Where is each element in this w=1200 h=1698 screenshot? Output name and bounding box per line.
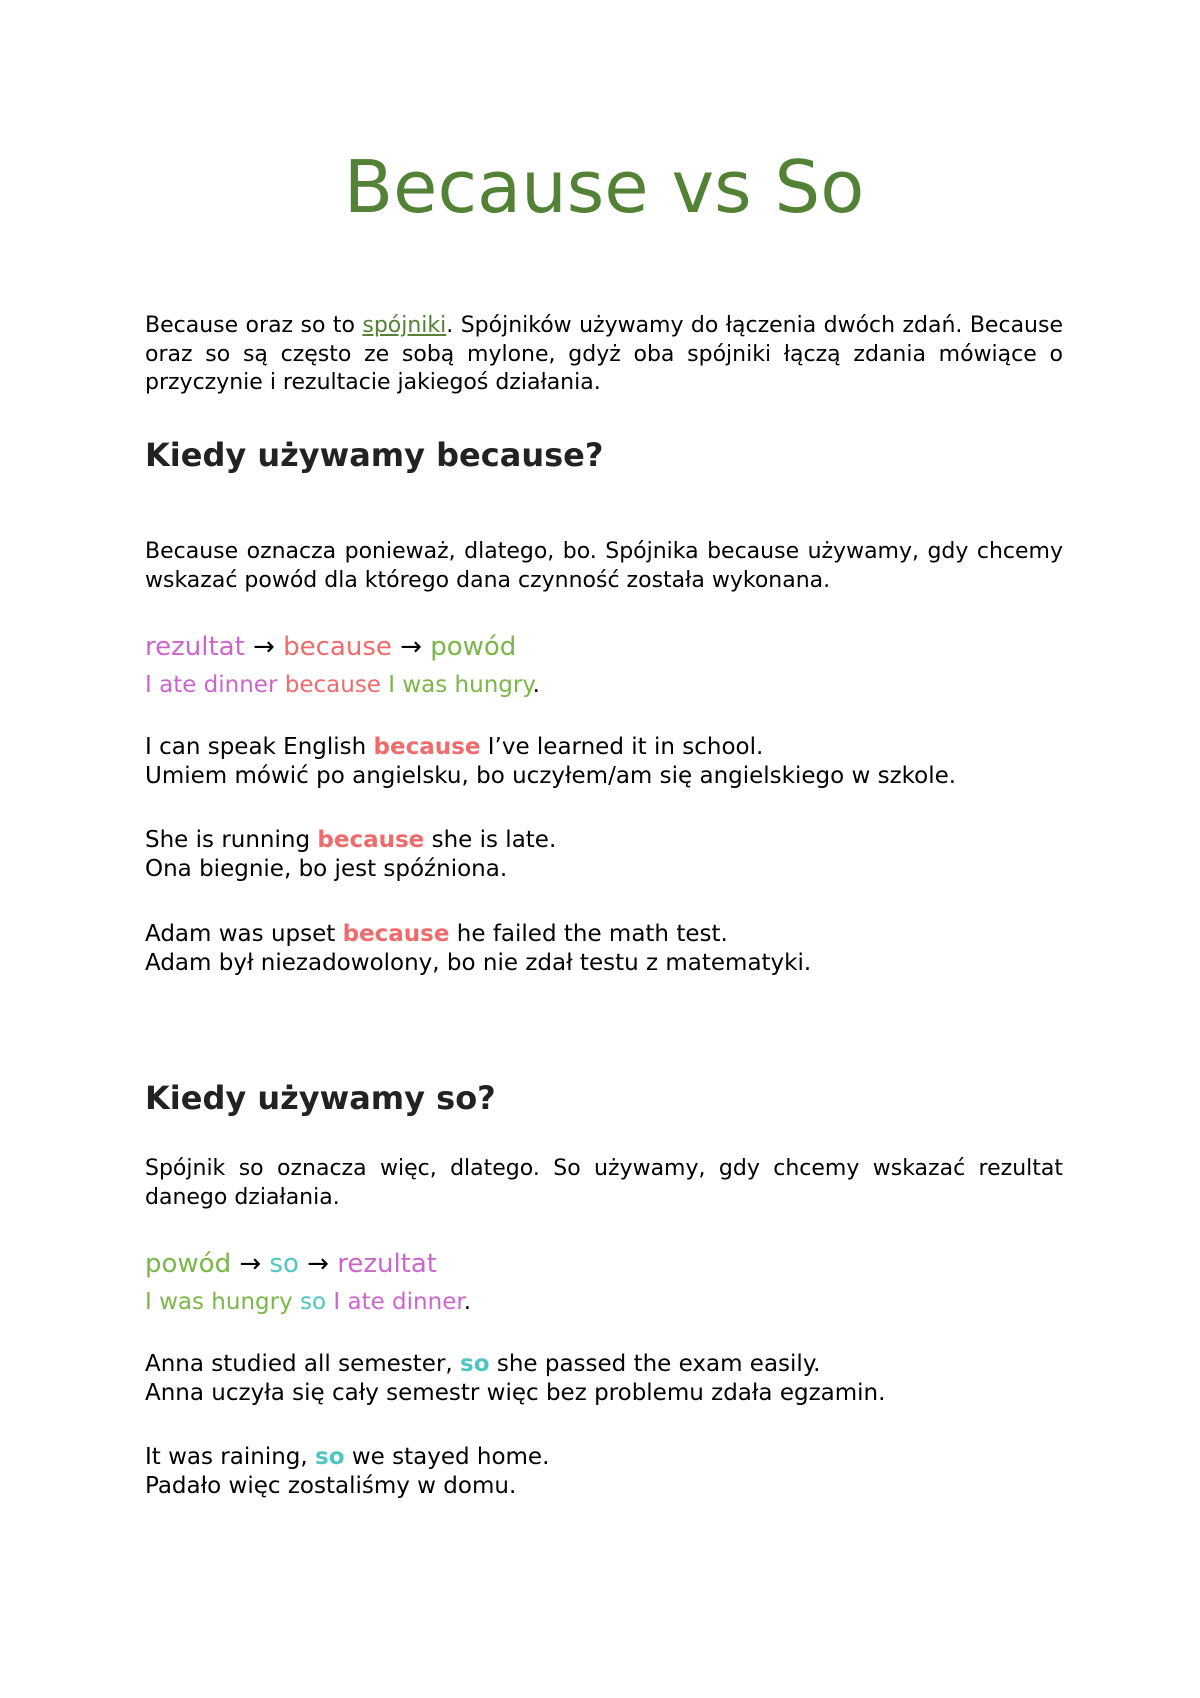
- so-heading: Kiedy używamy so?: [145, 1079, 496, 1117]
- formula-arrow: →: [244, 632, 284, 662]
- sentence-start: Anna studied all semester,: [145, 1351, 461, 1377]
- example-sentence: [145, 826, 556, 855]
- intro-text-end: . Spójników używamy do łączenia dwóch zdań. Because oraz so są często ze sobą mylone, gdyż oba spójniki łączą zdania mówiące o przyczynie i rezultacie jakiegoś działania.: [145, 313, 1063, 395]
- sentence-end: he failed the math test.: [449, 921, 728, 947]
- example-sentence: [145, 733, 956, 762]
- spojniki-link[interactable]: spójniki: [362, 313, 447, 338]
- sentence-start: She is running: [145, 827, 318, 853]
- example-sentence: [145, 1350, 885, 1379]
- because-example-1: [145, 733, 956, 790]
- example-translation: Anna uczyła się cały semestr więc bez problemu zdała egzamin.: [145, 1379, 886, 1406]
- because-formula-example: [145, 670, 540, 700]
- example-reason-part: I was hungry: [145, 1289, 293, 1315]
- space: [277, 672, 284, 698]
- because-example-2: [145, 826, 556, 883]
- sentence-end: she passed the exam easily.: [489, 1351, 821, 1377]
- example-translation: Adam był niezadowolony, bo nie zdał testu z matematyki.: [145, 949, 812, 976]
- so-keyword: so: [460, 1351, 490, 1377]
- because-formula: [145, 630, 516, 664]
- formula-result-label: rezultat: [145, 632, 245, 662]
- so-description: Spójnik so oznacza więc, dlatego. So używamy, gdy chcemy wskazać rezultat danego działania.: [145, 1156, 1063, 1210]
- example-period: .: [532, 672, 540, 698]
- sentence-end: I’ve learned it in school.: [480, 734, 764, 760]
- formula-because-label: because: [283, 632, 392, 662]
- intro-paragraph: [145, 312, 1063, 398]
- because-example-3: [145, 920, 811, 977]
- because-keyword: because: [317, 827, 425, 853]
- because-keyword: because: [342, 921, 450, 947]
- example-reason-part: I was hungry: [388, 672, 533, 698]
- example-translation: Umiem mówić po angielsku, bo uczyłem/am się angielskiego w szkole.: [145, 762, 957, 789]
- so-example-1: [145, 1350, 885, 1407]
- so-example-2: [145, 1443, 549, 1500]
- sentence-end: she is late.: [424, 827, 557, 853]
- formula-result-label: rezultat: [337, 1249, 437, 1279]
- so-formula-example: [145, 1287, 471, 1317]
- because-description: Because oznacza ponieważ, dlatego, bo. Spójnika because używamy, gdy chcemy wskazać powód dla którego dana czynność została wykonana.: [145, 539, 1063, 593]
- space: [293, 1289, 300, 1315]
- formula-arrow: →: [391, 632, 431, 662]
- formula-so-label: so: [269, 1249, 299, 1279]
- example-translation: Ona biegnie, bo jest spóźniona.: [145, 855, 508, 882]
- formula-arrow: →: [231, 1249, 270, 1279]
- so-keyword: so: [315, 1444, 345, 1470]
- example-sentence: [145, 920, 811, 949]
- example-result-part: I ate dinner: [145, 672, 278, 698]
- example-period: .: [463, 1289, 472, 1315]
- intro-text-start: Because oraz so to: [145, 313, 363, 338]
- example-result-part: I ate dinner: [333, 1289, 464, 1315]
- formula-reason-label: powód: [430, 632, 517, 662]
- because-heading: Kiedy używamy because?: [145, 436, 604, 474]
- example-conjunction: because: [284, 672, 381, 698]
- sentence-start: It was raining,: [145, 1444, 316, 1470]
- example-translation: Padało więc zostaliśmy w domu.: [145, 1472, 517, 1499]
- formula-reason-label: powód: [145, 1249, 232, 1279]
- sentence-end: we stayed home.: [344, 1444, 550, 1470]
- example-sentence: [145, 1443, 549, 1472]
- example-conjunction: so: [300, 1289, 327, 1315]
- sentence-start: Adam was upset: [145, 921, 343, 947]
- formula-arrow: →: [298, 1249, 338, 1279]
- because-keyword: because: [373, 734, 481, 760]
- sentence-start: I can speak English: [145, 734, 374, 760]
- so-formula: [145, 1247, 437, 1281]
- page-title: Because vs So: [343, 145, 865, 229]
